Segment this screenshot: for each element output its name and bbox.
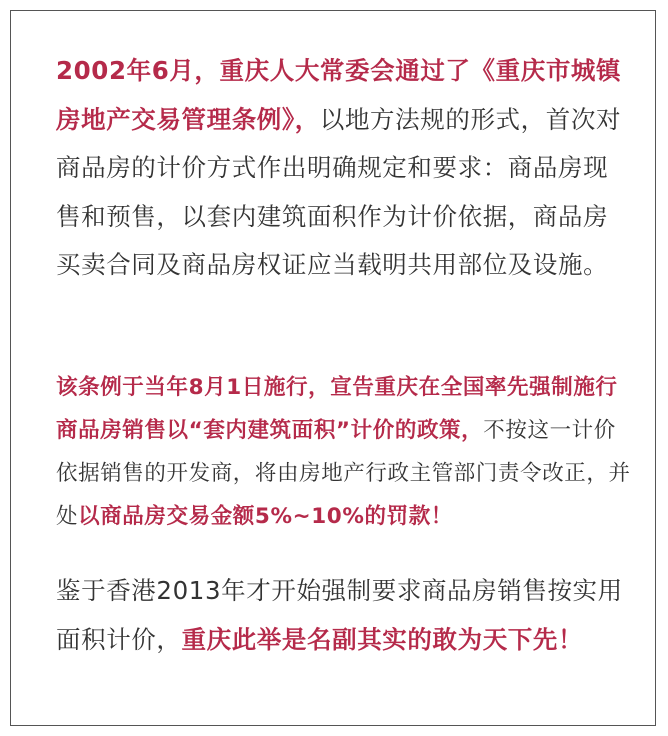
paragraph-hongkong-comparison	[56, 566, 631, 664]
paragraph-implementation	[56, 366, 631, 538]
paragraph2-penalty-highlight: 以商品房交易金额5%~10%的罚款！	[78, 504, 453, 529]
paragraph3-text: 鉴于香港2013年才开始强制要求商品房销售按实用面积计价，	[56, 576, 623, 654]
content-frame	[10, 10, 656, 726]
paragraph3-highlight: 重庆此举是名副其实的敢为天下先！	[181, 625, 584, 654]
paragraph2-highlight: 该条例于当年8月1日施行，宣告重庆在全国率先强制施行商品房销售以“套内建筑面积”计价的政策，	[56, 375, 618, 443]
paragraph1-highlight: 2002年6月，重庆人大常委会通过了《重庆市城镇房地产交易管理条例》，	[56, 56, 622, 134]
paragraph1-text: 以地方法规的形式，首次对商品房的计价方式作出明确规定和要求：商品房现售和预售，以套内建筑面积作为计价依据，商品房买卖合同及商品房权证应当载明共用部位及设施。	[56, 104, 622, 279]
paragraph2-text: 不按这一计价依据销售的开发商，将由房地产行政主管部门责令改正，并处	[56, 418, 631, 529]
paragraph-regulation-passed	[56, 47, 631, 290]
